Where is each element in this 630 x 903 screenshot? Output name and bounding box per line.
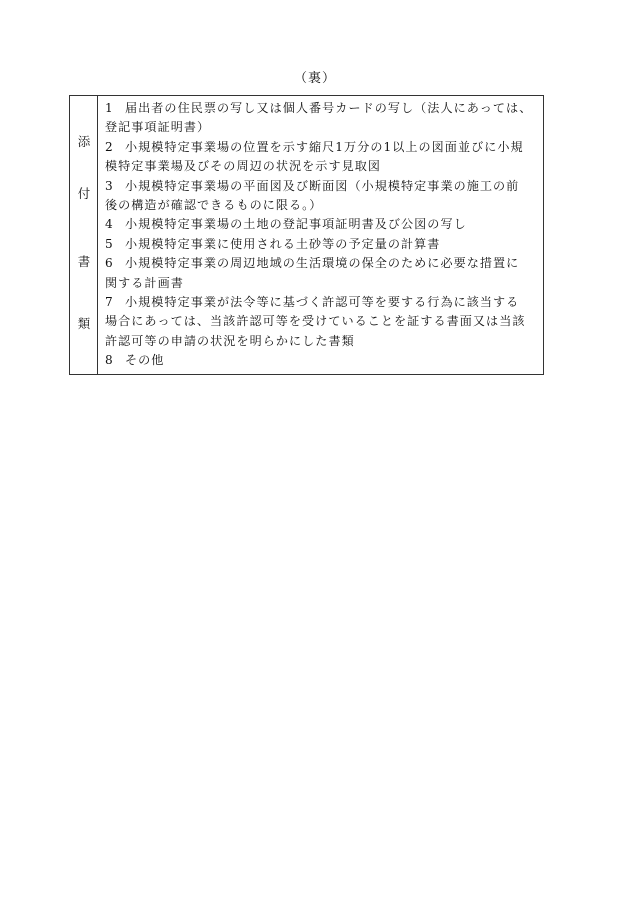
label-char: 付 xyxy=(77,186,91,201)
item-text: 小規模特定事業場の土地の登記事項証明書及び公図の写し xyxy=(125,217,467,232)
list-item-line xyxy=(105,118,537,137)
list-item-line xyxy=(105,332,537,351)
list-item-line xyxy=(105,274,537,293)
item-number: 1 xyxy=(105,101,114,115)
document-list xyxy=(98,96,543,374)
list-item-line xyxy=(105,254,537,273)
list-item-line xyxy=(105,157,537,176)
item-number: 6 xyxy=(105,256,114,271)
item-text: 小規模特定事業に使用される土砂等の予定量の計算書 xyxy=(125,236,441,251)
item-number: 4 xyxy=(105,217,114,232)
item-number: 3 xyxy=(105,178,114,193)
list-item-line xyxy=(105,177,537,196)
item-text: 後の構造が確認できるものに限る。） xyxy=(105,197,323,212)
list-item-line xyxy=(105,215,537,234)
item-text: 場合にあっては、当該許認可等を受けていることを証する書面又は当該 xyxy=(105,314,526,329)
item-number: 5 xyxy=(105,236,114,251)
label-char: 添 xyxy=(77,134,91,149)
page-heading: （裏） xyxy=(293,71,336,86)
item-text: 許認可等の申請の状況を明らかにした書類 xyxy=(105,333,355,348)
item-text: 小規模特定事業場の平面図及び断面図（小規模特定事業の施工の前 xyxy=(125,178,520,193)
list-item-line xyxy=(105,293,537,312)
list-item-line xyxy=(105,196,537,215)
item-text: 小規模特定事業が法令等に基づく許認可等を要する行為に該当する xyxy=(125,294,520,309)
item-text: 小規模特定事業場の位置を示す縮尺1万分の1以上の図面並びに小規 xyxy=(125,139,524,154)
item-text: その他 xyxy=(125,353,165,368)
item-text: 小規模特定事業の周辺地域の生活環境の保全のために必要な措置に xyxy=(125,256,520,271)
list-item-line xyxy=(105,138,537,157)
item-number: 2 xyxy=(105,139,114,154)
item-text: 登記事項証明書） xyxy=(105,120,211,135)
attached-documents-table xyxy=(69,95,544,375)
list-item-line xyxy=(105,351,537,370)
list-item-line xyxy=(105,235,537,254)
item-text: 関する計画書 xyxy=(105,275,184,290)
attached-documents-label xyxy=(70,96,98,374)
list-item-line xyxy=(105,99,537,118)
item-text: 届出者の住民票の写し又は個人番号カードの写し（法人にあっては、 xyxy=(125,101,533,115)
item-text: 模特定事業場及びその周辺の状況を示す見取図 xyxy=(105,159,382,174)
item-number: 7 xyxy=(105,294,114,309)
label-char: 類 xyxy=(77,316,91,331)
item-number: 8 xyxy=(105,353,114,368)
label-char: 書 xyxy=(77,254,91,269)
list-item-line xyxy=(105,312,537,331)
